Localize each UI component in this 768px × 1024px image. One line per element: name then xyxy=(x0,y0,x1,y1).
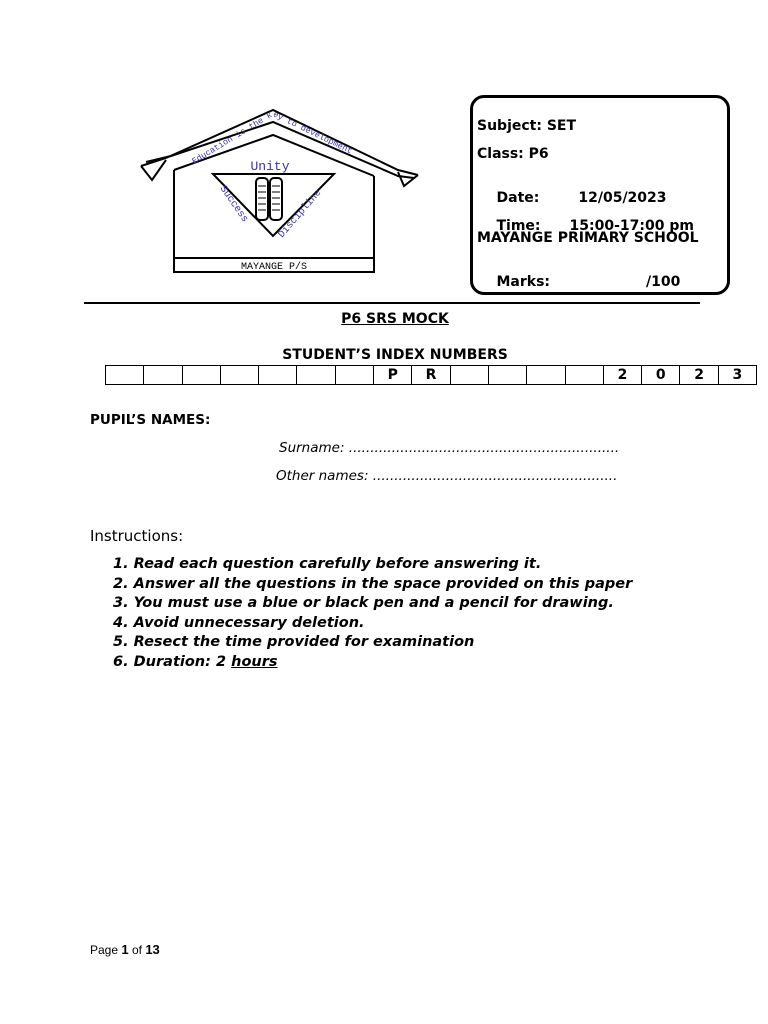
duration-unit: hours xyxy=(231,653,278,670)
index-cell: 0 xyxy=(642,366,680,385)
school-logo xyxy=(136,100,426,285)
logo-success-text: Success xyxy=(216,184,250,225)
marks-value: /100 xyxy=(646,274,681,290)
total-pages: 13 xyxy=(145,942,160,957)
surname-field[interactable]: Surname: ............................................................... xyxy=(279,440,620,456)
instruction-item: 3. You must use a blue or black pen and a pencil for drawing. xyxy=(113,595,614,612)
index-cell[interactable] xyxy=(259,366,297,385)
index-cell[interactable] xyxy=(565,366,603,385)
school-name-line: MAYANGE PRIMARY SCHOOL xyxy=(477,230,699,246)
index-cell[interactable] xyxy=(182,366,220,385)
page-word: Page xyxy=(90,943,119,957)
instruction-item: 1. Read each question carefully before answering it. xyxy=(113,556,542,572)
instruction-item-duration xyxy=(113,653,632,673)
index-cell: 3 xyxy=(718,366,756,385)
index-cell: 2 xyxy=(603,366,641,385)
marks-label: Marks: xyxy=(496,274,551,290)
index-cell[interactable] xyxy=(488,366,526,385)
instruction-item: 5. Resect the time provided for examination xyxy=(113,634,475,651)
index-cell[interactable] xyxy=(335,366,373,385)
index-cell: 2 xyxy=(680,366,718,385)
instruction-item: 2. Answer all the questions in the space provided on this paper xyxy=(113,575,633,592)
date-label: Date: xyxy=(496,190,540,206)
index-cell[interactable] xyxy=(106,366,144,385)
instructions-list xyxy=(113,555,632,673)
instruction-item: 4. Avoid unnecessary deletion. xyxy=(113,614,365,631)
logo-motto: Education is the key to development xyxy=(190,109,354,167)
marks-line xyxy=(477,258,680,306)
index-cell[interactable] xyxy=(450,366,488,385)
duration-prefix: 6. Duration: 2 xyxy=(113,653,232,670)
exam-info-box xyxy=(470,95,730,295)
pupil-names-label: PUPIL’S NAMES: xyxy=(90,412,211,428)
current-page: 1 xyxy=(121,942,129,957)
index-cell: R xyxy=(412,366,450,385)
instructions-heading: Instructions: xyxy=(90,527,184,545)
index-cell[interactable] xyxy=(220,366,258,385)
subject-line: Subject: SET xyxy=(477,118,577,134)
exam-title: P6 SRS MOCK xyxy=(341,311,449,327)
index-cell[interactable] xyxy=(144,366,182,385)
time-label: Time: xyxy=(496,218,541,234)
index-number-grid xyxy=(105,365,757,385)
index-cell[interactable] xyxy=(527,366,565,385)
index-cell: P xyxy=(374,366,412,385)
of-word: of xyxy=(131,943,142,957)
class-line: Class: P6 xyxy=(477,146,549,162)
page-number-footer xyxy=(90,942,160,957)
time-value: 15:00-17:00 pm xyxy=(569,218,694,234)
date-value: 12/05/2023 xyxy=(578,190,667,206)
logo-school-text: MAYANGE P/S xyxy=(240,262,308,273)
other-names-field[interactable]: Other names: ......................................................... xyxy=(276,468,618,484)
header-divider xyxy=(84,302,700,304)
index-numbers-heading: STUDENT’S INDEX NUMBERS xyxy=(282,347,508,363)
logo-discipline-text: Discipline xyxy=(276,187,325,241)
logo-unity-text: Unity xyxy=(250,159,290,174)
index-cell[interactable] xyxy=(297,366,335,385)
